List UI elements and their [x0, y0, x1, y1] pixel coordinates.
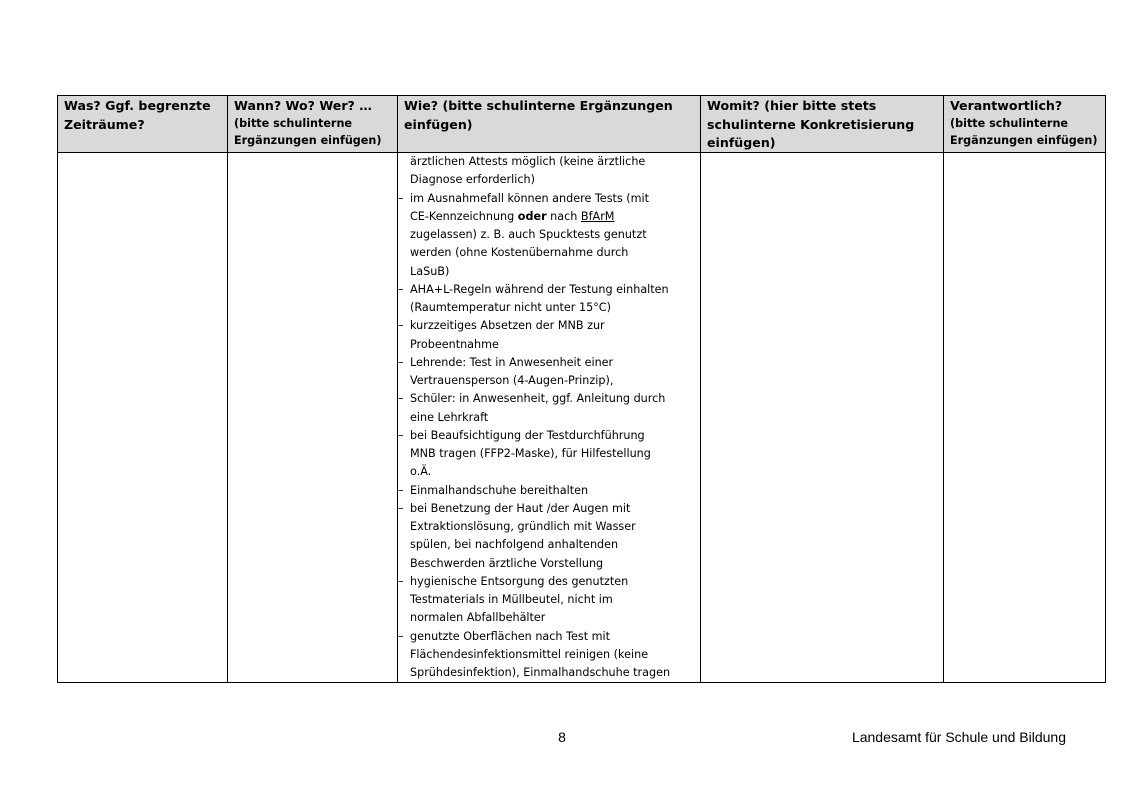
- list-item-line: (Raumtemperatur nicht unter 15°C): [410, 301, 611, 314]
- header-wann-sub-2: Ergänzungen einfügen): [234, 134, 382, 147]
- cell-womit: [701, 153, 944, 683]
- list-item-line: Lehrende: Test in Anwesenheit einer: [410, 355, 614, 369]
- header-verantwortlich-sub-1: (bitte schulinterne: [950, 117, 1068, 130]
- header-womit: [701, 96, 944, 153]
- table-row: [58, 153, 1106, 683]
- list-item-line: normalen Abfallbehälter: [410, 611, 546, 625]
- list-dash: –: [398, 501, 404, 515]
- list-item-line: genutzte Oberflächen nach Test mit: [410, 629, 611, 643]
- list-dash: –: [398, 629, 404, 643]
- list-item-line: Vertrauensperson (4-Augen-Prinzip),: [410, 374, 614, 387]
- list-item-line: o.Ä.: [410, 465, 432, 479]
- list-item: [398, 482, 700, 500]
- header-verantwortlich-sub-2: Ergänzungen einfügen): [950, 134, 1098, 147]
- text-segment: CE-Kennzeichnung: [410, 209, 518, 223]
- list-item-line: MNB tragen (FFP2-Maske), für Hilfestellung: [410, 447, 651, 460]
- list-item-line: Testmaterials in Müllbeutel, nicht im: [410, 593, 613, 606]
- measures-table: [57, 95, 1106, 683]
- list-item: [398, 354, 700, 391]
- list-dash: –: [398, 483, 404, 497]
- list-item-line: eine Lehrkraft: [410, 410, 489, 424]
- header-wie: [398, 96, 701, 153]
- bold-text: oder: [517, 209, 547, 223]
- list-item-line: [410, 208, 700, 226]
- cell-wie: [398, 153, 701, 683]
- list-item-line: Schüler: in Anwesenheit, ggf. Anleitung durch: [410, 392, 666, 406]
- cell-was: [58, 153, 228, 683]
- list-item-line: Einmalhandschuhe bereithalten: [410, 483, 589, 497]
- header-wann-line-1: Wann? Wo? Wer? …: [234, 98, 372, 113]
- list-item-line: AHA+L-Regeln während der Testung einhalten: [410, 282, 669, 296]
- list-item: [398, 573, 700, 628]
- footer-organization: Landesamt für Schule und Bildung: [851, 729, 1066, 745]
- list-item-line: Sprühdesinfektion), Einmalhandschuhe tragen: [410, 666, 671, 679]
- header-wie-line-1: Wie? (bitte schulinterne Ergänzungen: [404, 98, 673, 113]
- list-item-line: kurzzeitiges Absetzen der MNB zur: [410, 319, 605, 333]
- list-item: [398, 427, 700, 482]
- header-wann: [228, 96, 398, 153]
- list-item-line: bei Beaufsichtigung der Testdurchführung: [410, 428, 645, 442]
- list-dash: –: [398, 428, 404, 442]
- list-item: [398, 317, 700, 354]
- list-item: [398, 500, 700, 573]
- header-was-line-1: Was? Ggf. begrenzte: [64, 98, 211, 113]
- list-item: [398, 153, 700, 190]
- cell-wann: [228, 153, 398, 683]
- list-dash: –: [398, 319, 404, 333]
- header-was: [58, 96, 228, 153]
- header-womit-line-2: schulinterne Konkretisierung: [707, 117, 915, 132]
- list-item-line: ärztlichen Attests möglich (keine ärztliche: [410, 155, 646, 168]
- table-header-row: [58, 96, 1106, 153]
- header-wann-sub-1: (bitte schulinterne: [234, 117, 352, 130]
- list-item: [398, 190, 700, 281]
- cell-verantwortlich: [944, 153, 1106, 683]
- list-item-line: spülen, bei nachfolgend anhaltenden: [410, 538, 619, 552]
- text-segment: nach: [546, 209, 581, 223]
- list-item: [398, 628, 700, 683]
- list-dash: –: [398, 191, 404, 205]
- header-womit-line-1: Womit? (hier bitte stets: [707, 98, 877, 113]
- list-item-line: Probeentnahme: [410, 337, 499, 351]
- list-item-line: LaSuB): [410, 264, 450, 278]
- list-item-line: im Ausnahmefall können andere Tests (mit: [410, 191, 650, 205]
- list-item: [398, 281, 700, 318]
- list-item: [398, 390, 700, 427]
- header-was-line-2: Zeiträume?: [64, 117, 145, 132]
- list-dash: –: [398, 392, 404, 406]
- list-dash: –: [398, 574, 404, 588]
- wie-list: [398, 153, 700, 682]
- list-item-line: zugelassen) z. B. auch Spucktests genutzt: [410, 228, 647, 241]
- list-item-line: werden (ohne Kostenübernahme durch: [410, 246, 629, 260]
- header-verantwortlich-line-1: Verantwortlich?: [950, 98, 1063, 113]
- list-item-line: Diagnose erforderlich): [410, 173, 535, 187]
- bfarm-link-text: BfArM: [580, 209, 615, 223]
- list-item-line: Extraktionslösung, gründlich mit Wasser: [410, 520, 636, 533]
- list-item-line: Flächendesinfektionsmittel reinigen (keine: [410, 647, 649, 661]
- list-item-line: bei Benetzung der Haut /der Augen mit: [410, 501, 631, 515]
- list-item-line: hygienische Entsorgung des genutzten: [410, 574, 629, 588]
- header-verantwortlich: [944, 96, 1106, 153]
- header-wie-line-2: einfügen): [404, 117, 473, 132]
- list-dash: –: [398, 282, 404, 296]
- list-item-line: Beschwerden ärztliche Vorstellung: [410, 556, 604, 570]
- page-number: 8: [558, 729, 566, 745]
- header-womit-line-3: einfügen): [707, 135, 776, 150]
- list-dash: –: [398, 355, 404, 369]
